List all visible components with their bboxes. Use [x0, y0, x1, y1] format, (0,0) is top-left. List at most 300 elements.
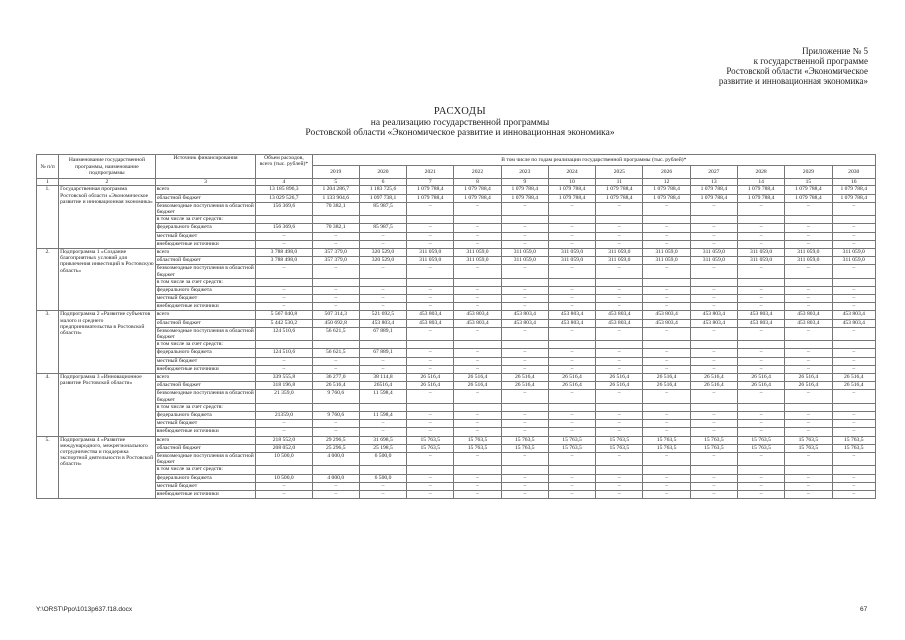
amount-cell: – [548, 286, 595, 294]
table-row [37, 240, 876, 248]
amount-cell: – [256, 490, 312, 498]
amount-cell [312, 466, 359, 474]
amount-cell: 26 516,4 [596, 374, 643, 382]
funding-source: в том числе за счет средств: [155, 466, 256, 474]
amount-cell: – [454, 232, 501, 240]
amount-cell: 1 079 788,4 [501, 194, 548, 202]
amount-cell: 453 803,4 [643, 319, 690, 327]
amount-cell: – [737, 428, 784, 436]
amount-cell: 1 183 725,6 [359, 186, 406, 194]
amount-cell: 26 516,4 [501, 374, 548, 382]
amount-cell [643, 466, 690, 474]
amount-cell: – [359, 265, 406, 278]
funding-source: областной бюджет [155, 194, 256, 202]
amount-cell: – [596, 349, 643, 357]
table-row [37, 411, 876, 419]
amount-cell: – [501, 490, 548, 498]
amount-cell [312, 341, 359, 349]
amount-cell [256, 403, 312, 411]
amount-cell [548, 466, 595, 474]
amount-cell: 453 803,4 [785, 311, 832, 319]
amount-cell: – [501, 428, 548, 436]
funding-source: в том числе за счет средств: [155, 341, 256, 349]
amount-cell [643, 341, 690, 349]
amount-cell: 26516,4 [359, 382, 406, 390]
amount-cell: 1 079 788,4 [643, 186, 690, 194]
amount-cell: – [359, 286, 406, 294]
amount-cell: 311 059,0 [785, 248, 832, 256]
appendix-line: Приложение № 5 [802, 46, 868, 56]
amount-cell: – [454, 286, 501, 294]
amount-cell: 320 529,0 [359, 248, 406, 256]
amount-cell: – [737, 420, 784, 428]
amount-cell: 21359,0 [256, 411, 312, 419]
amount-cell [548, 216, 595, 224]
amount-cell [737, 403, 784, 411]
amount-cell: – [407, 240, 454, 248]
header-year: 2027 [690, 166, 737, 179]
amount-cell: – [454, 265, 501, 278]
amount-cell: – [643, 327, 690, 340]
amount-cell: 26 516,4 [312, 382, 359, 390]
amount-cell [256, 466, 312, 474]
amount-cell: – [407, 357, 454, 365]
expenses-table [36, 154, 876, 499]
amount-cell: – [501, 232, 548, 240]
amount-cell [407, 278, 454, 286]
table-row [37, 341, 876, 349]
amount-cell: – [256, 420, 312, 428]
amount-cell: 1 079 788,4 [832, 186, 875, 194]
amount-cell: 521 692,5 [359, 311, 406, 319]
amount-cell [596, 341, 643, 349]
amount-cell: – [596, 474, 643, 482]
amount-cell: – [312, 286, 359, 294]
amount-cell: – [785, 224, 832, 232]
amount-cell: 26 516,4 [785, 374, 832, 382]
amount-cell: 67 889,1 [359, 349, 406, 357]
amount-cell: – [737, 411, 784, 419]
amount-cell: – [407, 224, 454, 232]
amount-cell: 15 763,5 [832, 436, 875, 444]
amount-cell: – [407, 265, 454, 278]
amount-cell [359, 403, 406, 411]
amount-cell: 311 059,0 [832, 248, 875, 256]
amount-cell: – [643, 286, 690, 294]
amount-cell: – [312, 240, 359, 248]
amount-cell: 311 059,0 [407, 257, 454, 265]
amount-cell: – [312, 420, 359, 428]
funding-source: федерального бюджета [155, 286, 256, 294]
table-row [37, 482, 876, 490]
amount-cell: – [690, 474, 737, 482]
program-name: Подпрограмма 1 «Создание благоприятных условий для привлечения инвестиций в Ростовскую область» [59, 248, 156, 311]
program-name: Подпрограмма 4 «Развитие международного, межрегионального сотрудничества и поддержка экспортной деятельности в Ростовской области» [59, 436, 156, 499]
header-year: 2029 [785, 166, 832, 179]
amount-cell: – [785, 349, 832, 357]
table-row [37, 403, 876, 411]
amount-cell: 25 198,5 [359, 444, 406, 452]
funding-source: внебюджетные источники [155, 490, 256, 498]
amount-cell: – [501, 224, 548, 232]
amount-cell: 1 079 788,4 [454, 186, 501, 194]
amount-cell: 311 059,0 [596, 257, 643, 265]
amount-cell: – [596, 224, 643, 232]
amount-cell: 311 059,0 [643, 248, 690, 256]
amount-cell [690, 403, 737, 411]
amount-cell: – [643, 474, 690, 482]
amount-cell: 26 516,4 [407, 374, 454, 382]
amount-cell: – [643, 265, 690, 278]
funding-source: всего [155, 311, 256, 319]
document-title: РАСХОДЫ [433, 106, 487, 117]
funding-source: внебюджетные источники [155, 240, 256, 248]
amount-cell: 85 987,5 [359, 202, 406, 215]
amount-cell: 311 059,0 [501, 257, 548, 265]
amount-cell: – [785, 202, 832, 215]
amount-cell: – [643, 428, 690, 436]
amount-cell [312, 216, 359, 224]
amount-cell: 26 516,4 [454, 374, 501, 382]
amount-cell: 15 763,5 [548, 436, 595, 444]
amount-cell [359, 466, 406, 474]
amount-cell [643, 216, 690, 224]
amount-cell: – [256, 303, 312, 311]
amount-cell: – [501, 390, 548, 403]
amount-cell: 26 516,4 [832, 374, 875, 382]
table-row [37, 303, 876, 311]
amount-cell: – [737, 452, 784, 465]
amount-cell: – [643, 303, 690, 311]
amount-cell [643, 403, 690, 411]
table-row [37, 224, 876, 232]
header-column-number: 15 [785, 179, 832, 186]
funding-source: местный бюджет [155, 295, 256, 303]
amount-cell: – [501, 265, 548, 278]
amount-cell: 1 079 788,4 [785, 194, 832, 202]
amount-cell [548, 341, 595, 349]
amount-cell: – [407, 286, 454, 294]
table-row [37, 278, 876, 286]
amount-cell: – [643, 224, 690, 232]
amount-cell: 1 079 788,4 [501, 186, 548, 194]
document-heading [200, 107, 720, 139]
amount-cell: – [407, 365, 454, 373]
amount-cell [737, 216, 784, 224]
amount-cell: 31 698,5 [359, 436, 406, 444]
program-number: 1. [37, 186, 59, 249]
amount-cell: 1 204 286,7 [312, 186, 359, 194]
header-year: 2025 [596, 166, 643, 179]
amount-cell: – [643, 390, 690, 403]
amount-cell: – [501, 411, 548, 419]
funding-source: федерального бюджета [155, 411, 256, 419]
amount-cell: – [785, 390, 832, 403]
amount-cell: 21 359,0 [256, 390, 312, 403]
program-name: Государственная программа Ростовской области «Экономическое развитие и инновационная экономика» [59, 186, 156, 249]
amount-cell: – [737, 240, 784, 248]
amount-cell: – [690, 286, 737, 294]
amount-cell: – [785, 286, 832, 294]
amount-cell: 453 803,4 [832, 319, 875, 327]
amount-cell: – [785, 265, 832, 278]
amount-cell: 15 763,5 [785, 444, 832, 452]
amount-cell: 26 516,4 [643, 374, 690, 382]
amount-cell: 320 529,0 [359, 257, 406, 265]
amount-cell: – [407, 327, 454, 340]
table-row [37, 232, 876, 240]
amount-cell [501, 403, 548, 411]
table-row [37, 390, 876, 403]
amount-cell: 156 369,6 [256, 202, 312, 215]
amount-cell: – [407, 474, 454, 482]
table-row [37, 436, 876, 444]
amount-cell: – [256, 357, 312, 365]
funding-source: безвозмездные поступления в областной бюджет [156, 452, 254, 466]
appendix-line: Ростовской области «Экономическое [726, 66, 868, 76]
funding-source: безвозмездные поступления в областной бюджет [156, 327, 254, 341]
amount-cell [737, 341, 784, 349]
amount-cell: – [690, 327, 737, 340]
amount-cell: – [832, 452, 875, 465]
amount-cell: – [785, 411, 832, 419]
amount-cell: 15 763,5 [643, 444, 690, 452]
amount-cell: 25 296,5 [312, 444, 359, 452]
table-row [37, 311, 876, 319]
funding-source: местный бюджет [155, 357, 256, 365]
amount-cell: – [832, 349, 875, 357]
amount-cell [737, 278, 784, 286]
amount-cell: – [548, 428, 595, 436]
amount-cell: – [737, 202, 784, 215]
amount-cell [256, 341, 312, 349]
amount-cell: 311 059,0 [785, 257, 832, 265]
amount-cell: 311 059,0 [690, 248, 737, 256]
table-row [37, 327, 876, 340]
amount-cell: – [407, 349, 454, 357]
table-row [37, 286, 876, 294]
amount-cell: 453 803,4 [643, 311, 690, 319]
amount-cell: 453 803,4 [785, 319, 832, 327]
amount-cell: – [256, 240, 312, 248]
table-row [37, 216, 876, 224]
amount-cell: – [454, 240, 501, 248]
amount-cell: 15 763,5 [690, 444, 737, 452]
amount-cell: 11 598,4 [359, 411, 406, 419]
header-column-number: 2 [59, 179, 156, 186]
amount-cell: 453 803,4 [737, 319, 784, 327]
amount-cell: – [690, 482, 737, 490]
amount-cell: 15 763,5 [407, 436, 454, 444]
amount-cell: 13 185 896,3 [256, 186, 312, 194]
amount-cell: 67 889,1 [359, 327, 406, 340]
amount-cell: – [548, 240, 595, 248]
table-row [37, 202, 876, 215]
amount-cell: – [454, 202, 501, 215]
amount-cell [596, 403, 643, 411]
amount-cell [359, 341, 406, 349]
amount-cell: – [596, 490, 643, 498]
amount-cell: – [690, 490, 737, 498]
amount-cell: – [501, 482, 548, 490]
amount-cell: 311 059,0 [454, 257, 501, 265]
amount-cell: – [454, 420, 501, 428]
amount-cell: – [785, 428, 832, 436]
amount-cell: – [643, 452, 690, 465]
amount-cell: – [596, 420, 643, 428]
amount-cell: – [643, 420, 690, 428]
amount-cell: 357 379,0 [312, 257, 359, 265]
amount-cell: 15 763,5 [737, 436, 784, 444]
amount-cell: – [256, 232, 312, 240]
amount-cell: 15 763,5 [501, 436, 548, 444]
amount-cell: – [359, 482, 406, 490]
program-number: 5. [37, 436, 59, 499]
amount-cell: – [359, 303, 406, 311]
amount-cell: – [643, 240, 690, 248]
amount-cell [737, 466, 784, 474]
amount-cell [785, 341, 832, 349]
amount-cell: 1 079 788,4 [596, 186, 643, 194]
amount-cell: 453 803,4 [690, 319, 737, 327]
amount-cell: – [454, 327, 501, 340]
amount-cell [501, 216, 548, 224]
amount-cell: – [454, 411, 501, 419]
header-column-number: 7 [407, 179, 454, 186]
amount-cell [407, 216, 454, 224]
amount-cell: – [737, 390, 784, 403]
amount-cell: – [690, 428, 737, 436]
amount-cell: – [548, 202, 595, 215]
amount-cell: – [312, 482, 359, 490]
amount-cell: – [454, 349, 501, 357]
amount-cell: 208 052,0 [256, 444, 312, 452]
amount-cell: – [596, 202, 643, 215]
amount-cell: – [548, 224, 595, 232]
amount-cell: – [596, 327, 643, 340]
header-num: № п/п [37, 155, 59, 179]
amount-cell: – [596, 390, 643, 403]
amount-cell: 311 059,0 [690, 257, 737, 265]
amount-cell: – [312, 357, 359, 365]
amount-cell: – [454, 482, 501, 490]
amount-cell: – [407, 452, 454, 465]
amount-cell: – [832, 365, 875, 373]
table-row [37, 295, 876, 303]
header-source: Источник финансирования [155, 155, 256, 179]
amount-cell: – [690, 452, 737, 465]
amount-cell: 5 442 530,2 [256, 319, 312, 327]
funding-source: в том числе за счет средств: [155, 403, 256, 411]
amount-cell: – [832, 428, 875, 436]
amount-cell [785, 466, 832, 474]
amount-cell: – [454, 490, 501, 498]
table-row [37, 382, 876, 390]
program-number: 4. [37, 374, 59, 437]
amount-cell: – [407, 411, 454, 419]
amount-cell: 453 803,4 [501, 311, 548, 319]
amount-cell: – [548, 420, 595, 428]
amount-cell: – [596, 482, 643, 490]
amount-cell: – [737, 327, 784, 340]
amount-cell [548, 278, 595, 286]
amount-cell: – [407, 428, 454, 436]
amount-cell: 1 079 788,4 [596, 194, 643, 202]
amount-cell: – [832, 357, 875, 365]
amount-cell [407, 341, 454, 349]
amount-cell: – [690, 232, 737, 240]
amount-cell: – [548, 474, 595, 482]
amount-cell: 453 803,4 [596, 311, 643, 319]
amount-cell [596, 216, 643, 224]
funding-source: безвозмездные поступления в областной бюджет [156, 265, 254, 278]
amount-cell: – [785, 295, 832, 303]
table-row [37, 490, 876, 498]
amount-cell: 56 621,5 [312, 327, 359, 340]
amount-cell [454, 466, 501, 474]
amount-cell: – [596, 428, 643, 436]
amount-cell: – [832, 224, 875, 232]
table-row [37, 452, 876, 465]
table-row [37, 248, 876, 256]
header-column-number: 14 [737, 179, 784, 186]
amount-cell: – [690, 365, 737, 373]
header-column-number: 8 [454, 179, 501, 186]
amount-cell: – [548, 232, 595, 240]
amount-cell: – [407, 295, 454, 303]
amount-cell: 311 059,0 [737, 248, 784, 256]
table-row [37, 466, 876, 474]
amount-cell: – [501, 286, 548, 294]
amount-cell: – [359, 240, 406, 248]
funding-source: областной бюджет [155, 319, 256, 327]
amount-cell: 15 763,5 [785, 436, 832, 444]
amount-cell: – [256, 265, 312, 278]
amount-cell: 26 516,4 [548, 374, 595, 382]
header-column-number: 10 [548, 179, 595, 186]
amount-cell: – [501, 240, 548, 248]
funding-source: областной бюджет [155, 382, 256, 390]
amount-cell: 56 621,5 [312, 349, 359, 357]
header-total: Объем расходов, всего (тыс. рублей)* [256, 155, 312, 179]
amount-cell: 453 803,4 [407, 319, 454, 327]
amount-cell: – [548, 265, 595, 278]
amount-cell: – [359, 357, 406, 365]
amount-cell: – [407, 490, 454, 498]
amount-cell: 26 516,4 [690, 382, 737, 390]
amount-cell: – [359, 428, 406, 436]
amount-cell: 318 196,8 [256, 382, 312, 390]
funding-source: всего [155, 248, 256, 256]
amount-cell: – [690, 240, 737, 248]
amount-cell: – [785, 327, 832, 340]
amount-cell: 36 277,0 [312, 374, 359, 382]
amount-cell: – [501, 474, 548, 482]
amount-cell [785, 216, 832, 224]
funding-source: областной бюджет [155, 444, 256, 452]
amount-cell: 26 516,4 [690, 374, 737, 382]
header-column-number: 6 [359, 179, 406, 186]
appendix-line: развитие и инновационная экономика» [718, 76, 868, 86]
amount-cell: 1 079 788,4 [407, 186, 454, 194]
header-column-number: 12 [643, 179, 690, 186]
amount-cell: – [643, 490, 690, 498]
amount-cell [690, 341, 737, 349]
amount-cell: 453 803,4 [690, 311, 737, 319]
amount-cell: – [785, 303, 832, 311]
amount-cell: 9 760,6 [312, 411, 359, 419]
amount-cell: 15 763,5 [596, 444, 643, 452]
